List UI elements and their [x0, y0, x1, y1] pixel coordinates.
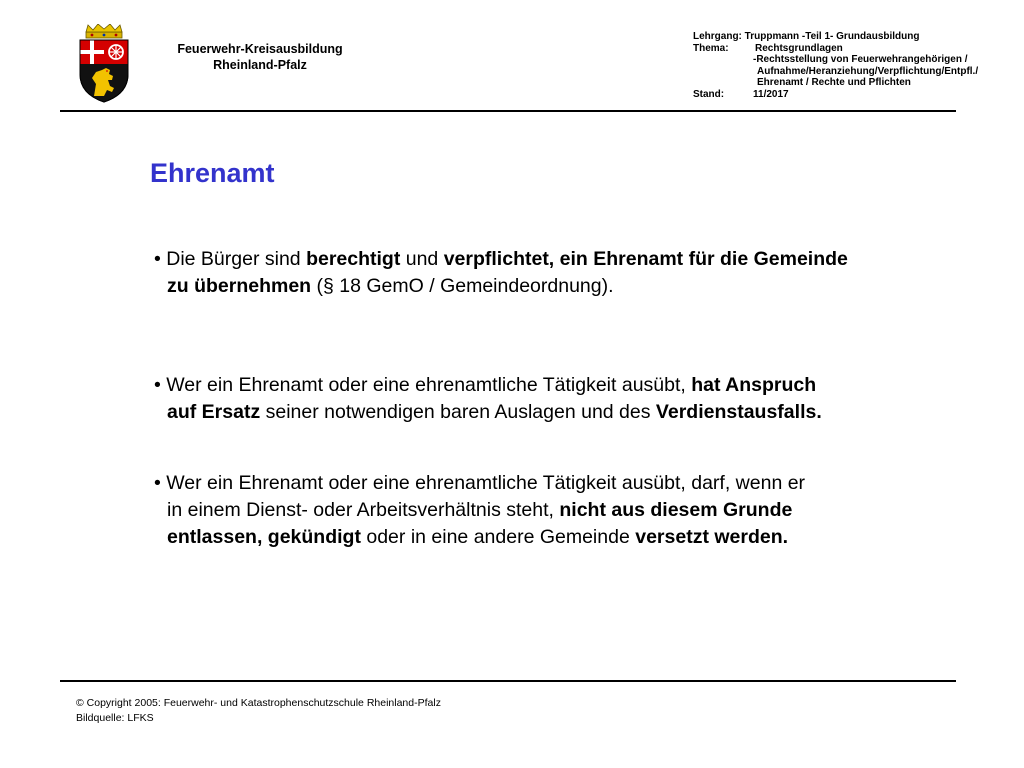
stand-value: 11/2017: [753, 88, 789, 100]
organization-name: [150, 41, 370, 73]
bullet-3-line-3: [154, 524, 974, 551]
text-run: Verdienstausfalls.: [655, 401, 822, 423]
lehrgang-row: [693, 31, 978, 43]
bullet-3-line-2: [154, 497, 974, 524]
text-run: auf Ersatz: [167, 401, 261, 423]
page-title: Ehrenamt: [150, 158, 275, 188]
text-run: oder in eine andere Gemeinde: [360, 526, 636, 548]
lehrgang-label: Lehrgang:: [693, 31, 742, 42]
text-run: nicht aus diesem Grunde: [559, 499, 793, 521]
thema-line-3: Aufnahme/Heranziehung/Verpflichtung/Entpfl./: [757, 65, 979, 77]
header-divider: [60, 110, 956, 112]
bullet-3-line-1: [154, 470, 974, 497]
text-run: • Wer ein Ehrenamt oder eine ehrenamtliche Tätigkeit ausübt,: [154, 374, 692, 396]
stand-row: [693, 89, 978, 101]
thema-value: Rechtsgrundlagen: [755, 42, 843, 54]
text-run: • Wer ein Ehrenamt oder eine ehrenamtliche Tätigkeit ausübt, darf, wenn er: [154, 472, 806, 494]
footer: [76, 696, 441, 726]
text-run: berechtigt: [306, 248, 401, 270]
bullet-1-line-2: [154, 273, 974, 300]
org-line-2: Rheinland-Pfalz: [213, 58, 307, 72]
bullet-2-line-1: [154, 372, 974, 399]
text-run: • Die Bürger sind: [154, 248, 307, 270]
copyright-text: © Copyright 2005: Feuerwehr- und Katastrophenschutzschule Rheinland-Pfalz: [76, 697, 441, 709]
lehrgang-value: Truppmann -Teil 1- Grundausbildung: [744, 31, 920, 42]
text-run: zu übernehmen: [167, 275, 312, 297]
text-run: (§ 18 GemO / Gemeindeordnung).: [311, 275, 614, 297]
thema-line-4: Ehrenamt / Rechte und Pflichten: [757, 77, 911, 89]
thema-label: Thema:: [693, 42, 729, 54]
bullet-1: [154, 246, 974, 300]
text-run: entlassen, gekündigt: [167, 526, 361, 548]
text-run: und: [400, 248, 444, 270]
crown-icon: [86, 24, 122, 38]
bullet-2: [154, 372, 974, 426]
image-source-text: Bildquelle: LFKS: [76, 712, 154, 724]
text-run: hat Anspruch: [691, 374, 817, 396]
org-line-1: Feuerwehr-Kreisausbildung: [177, 42, 343, 56]
course-info: [693, 31, 978, 101]
text-run: in einem Dienst- oder Arbeitsverhältnis steht,: [167, 499, 560, 521]
text-run: versetzt werden.: [635, 526, 789, 548]
bullet-2-line-2: [154, 399, 974, 426]
thema-row: [693, 43, 978, 55]
stand-label: Stand:: [693, 88, 725, 100]
text-run: verpflichtet, ein Ehrenamt für die Gemeinde: [443, 248, 848, 270]
thema-line-2: -Rechtsstellung von Feuerwehrangehörigen /: [753, 54, 968, 66]
rheinland-pfalz-coat-of-arms-icon: [76, 24, 132, 104]
footer-divider: [60, 680, 956, 682]
text-run: seiner notwendigen baren Auslagen und des: [260, 401, 656, 423]
bullet-3: [154, 470, 974, 551]
bullet-1-line-1: [154, 246, 974, 273]
